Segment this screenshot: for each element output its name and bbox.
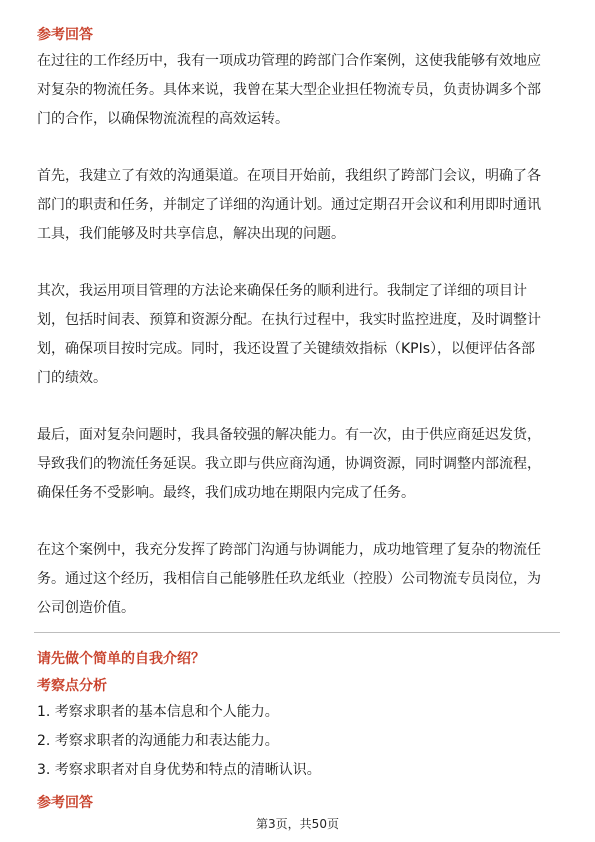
paragraph-line: 划，确保项目按时完成。同时，我还设置了关键绩效指标（KPIs），以便评估各部 <box>37 341 536 357</box>
paragraph-line: 确保任务不受影响。最终，我们成功地在期限内完成了任务。 <box>37 485 415 501</box>
paragraph-line: 公司创造价值。 <box>37 600 135 616</box>
paragraph-line: 门的合作，以确保物流流程的高效运转。 <box>37 111 289 127</box>
paragraph-line: 门的绩效。 <box>37 370 107 386</box>
analysis-item-1: 1. 考察求职者的基本信息和个人能力。 <box>37 704 279 720</box>
paragraph-line: 导致我们的物流任务延误。我立即与供应商沟通，协调资源，同时调整内部流程， <box>37 456 541 472</box>
reference-answer-heading: 参考回答 <box>37 27 93 43</box>
paragraph-line: 对复杂的物流任务。具体来说，我曾在某大型企业担任物流专员，负责协调多个部 <box>37 82 541 98</box>
paragraph-line: 工具，我们能够及时共享信息，解决出现的问题。 <box>37 226 345 242</box>
analysis-item-3: 3. 考察求职者对自身优势和特点的清晰认识。 <box>37 762 321 778</box>
paragraph-line: 其次，我运用项目管理的方法论来确保任务的顺利进行。我制定了详细的项目计 <box>37 283 527 299</box>
interview-question: 请先做个简单的自我介绍？ <box>37 651 205 667</box>
paragraph-line: 在这个案例中，我充分发挥了跨部门沟通与协调能力，成功地管理了复杂的物流任 <box>37 542 541 558</box>
reference-answer-heading-2: 参考回答 <box>37 795 93 811</box>
answer-paragraph-2 <box>37 162 561 249</box>
section-divider <box>34 632 560 633</box>
paragraph-line: 划，包括时间表、预算和资源分配。在执行过程中，我实时监控进度，及时调整计 <box>37 312 541 328</box>
analysis-item-2: 2. 考察求职者的沟通能力和表达能力。 <box>37 733 279 749</box>
answer-paragraph-1 <box>37 47 561 134</box>
page-number: 第3页，共50页 <box>256 817 339 831</box>
paragraph-line: 最后，面对复杂问题时，我具备较强的解决能力。有一次，由于供应商延迟发货， <box>37 427 541 443</box>
paragraph-line: 部门的职责和任务，并制定了详细的沟通计划。通过定期召开会议和利用即时通讯 <box>37 197 541 213</box>
answer-paragraph-4 <box>37 421 561 508</box>
analysis-heading: 考察点分析 <box>37 678 107 694</box>
paragraph-line: 首先，我建立了有效的沟通渠道。在项目开始前，我组织了跨部门会议，明确了各 <box>37 168 541 184</box>
paragraph-line: 务。通过这个经历，我相信自己能够胜任玖龙纸业（控股）公司物流专员岗位，为 <box>37 571 541 587</box>
paragraph-line: 在过往的工作经历中，我有一项成功管理的跨部门合作案例，这使我能够有效地应 <box>37 53 541 69</box>
answer-paragraph-3 <box>37 277 561 393</box>
answer-paragraph-5 <box>37 536 561 623</box>
